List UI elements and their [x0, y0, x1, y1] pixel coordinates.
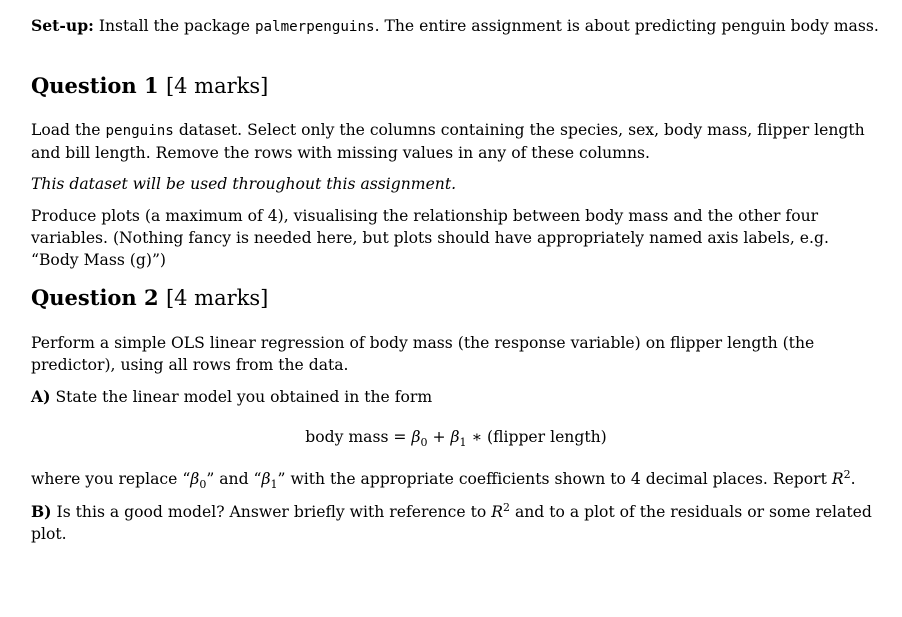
- question-1-marks: [4 marks]: [165, 74, 269, 98]
- part-b-text-before: Is this a good model? Answer briefly with reference to: [56, 503, 487, 522]
- part-b-paragraph: [31, 497, 881, 545]
- beta-1-symbol: $\beta_1$: [450, 428, 467, 450]
- part-a-label: A): [31, 387, 51, 406]
- part-a-text: State the linear model you obtained in the form: [55, 388, 433, 406]
- question-2-marks: [4 marks]: [165, 286, 269, 310]
- question-2-title: Question 2: [31, 285, 159, 310]
- q1-p1-before: Load the: [31, 121, 101, 139]
- part-a-paragraph: [31, 386, 881, 408]
- setup-label: Set-up:: [31, 16, 94, 35]
- setup-text-after: . The entire assignment is about predicting penguin body mass.: [374, 17, 879, 35]
- linear-model-equation: body mass = $\beta_0 + \beta_1$ ∗ (flipper length): [305, 428, 607, 450]
- question-1-load-paragraph: [31, 119, 881, 164]
- replace-coefficients-paragraph: where you replace “$\beta_0$” and “$\beta_1$” with the appropriate coefficients shown to 4 decimal places. Report $R^2$.: [31, 468, 856, 492]
- question-2-heading: [31, 284, 268, 312]
- where-after: ” with the appropriate coefficients shown to 4 decimal places. Report: [277, 470, 827, 489]
- where-mid: ” and “: [206, 470, 262, 489]
- setup-text-before: Install the package: [98, 17, 250, 35]
- r-squared-symbol: $R^2$: [491, 501, 510, 522]
- question-1-note: This dataset will be used throughout this assignment.: [31, 175, 457, 193]
- question-2-regression-paragraph: Perform a simple OLS linear regression of body mass (the response variable) on flipper length (the predictor), using all rows from the data.: [31, 334, 815, 374]
- equation-lhs: body mass =: [305, 428, 407, 446]
- question-1-heading: [31, 72, 268, 100]
- setup-paragraph: [31, 15, 891, 38]
- beta-0-symbol: $\beta_0$: [190, 470, 207, 492]
- where-before: where you replace “: [31, 470, 191, 489]
- question-1-title: Question 1: [31, 73, 159, 98]
- part-b-text-after: and to a plot of the residuals or some related plot.: [31, 503, 872, 544]
- equation-rhs: (flipper length): [487, 428, 607, 446]
- part-b-label: B): [31, 502, 52, 522]
- beta-1-symbol: $\beta_1$: [261, 470, 278, 492]
- r-squared-symbol: $R^2$: [831, 468, 851, 489]
- q1-p1-after: dataset. Select only the columns containing the species, sex, body mass, flipper length and bill length. Remove the rows with missing values in any of these columns.: [31, 121, 865, 162]
- beta-0-symbol: $\beta_0$: [411, 428, 428, 450]
- question-1-plots-paragraph: Produce plots (a maximum of 4), visualising the relationship between body mass and the other four variables. (Nothing fancy is needed here, but plots should have appropriately named axis labels, e.g. “Body Mass (g)”): [31, 207, 829, 269]
- package-name: palmerpenguins: [254, 19, 375, 35]
- dataset-name: penguins: [105, 123, 174, 139]
